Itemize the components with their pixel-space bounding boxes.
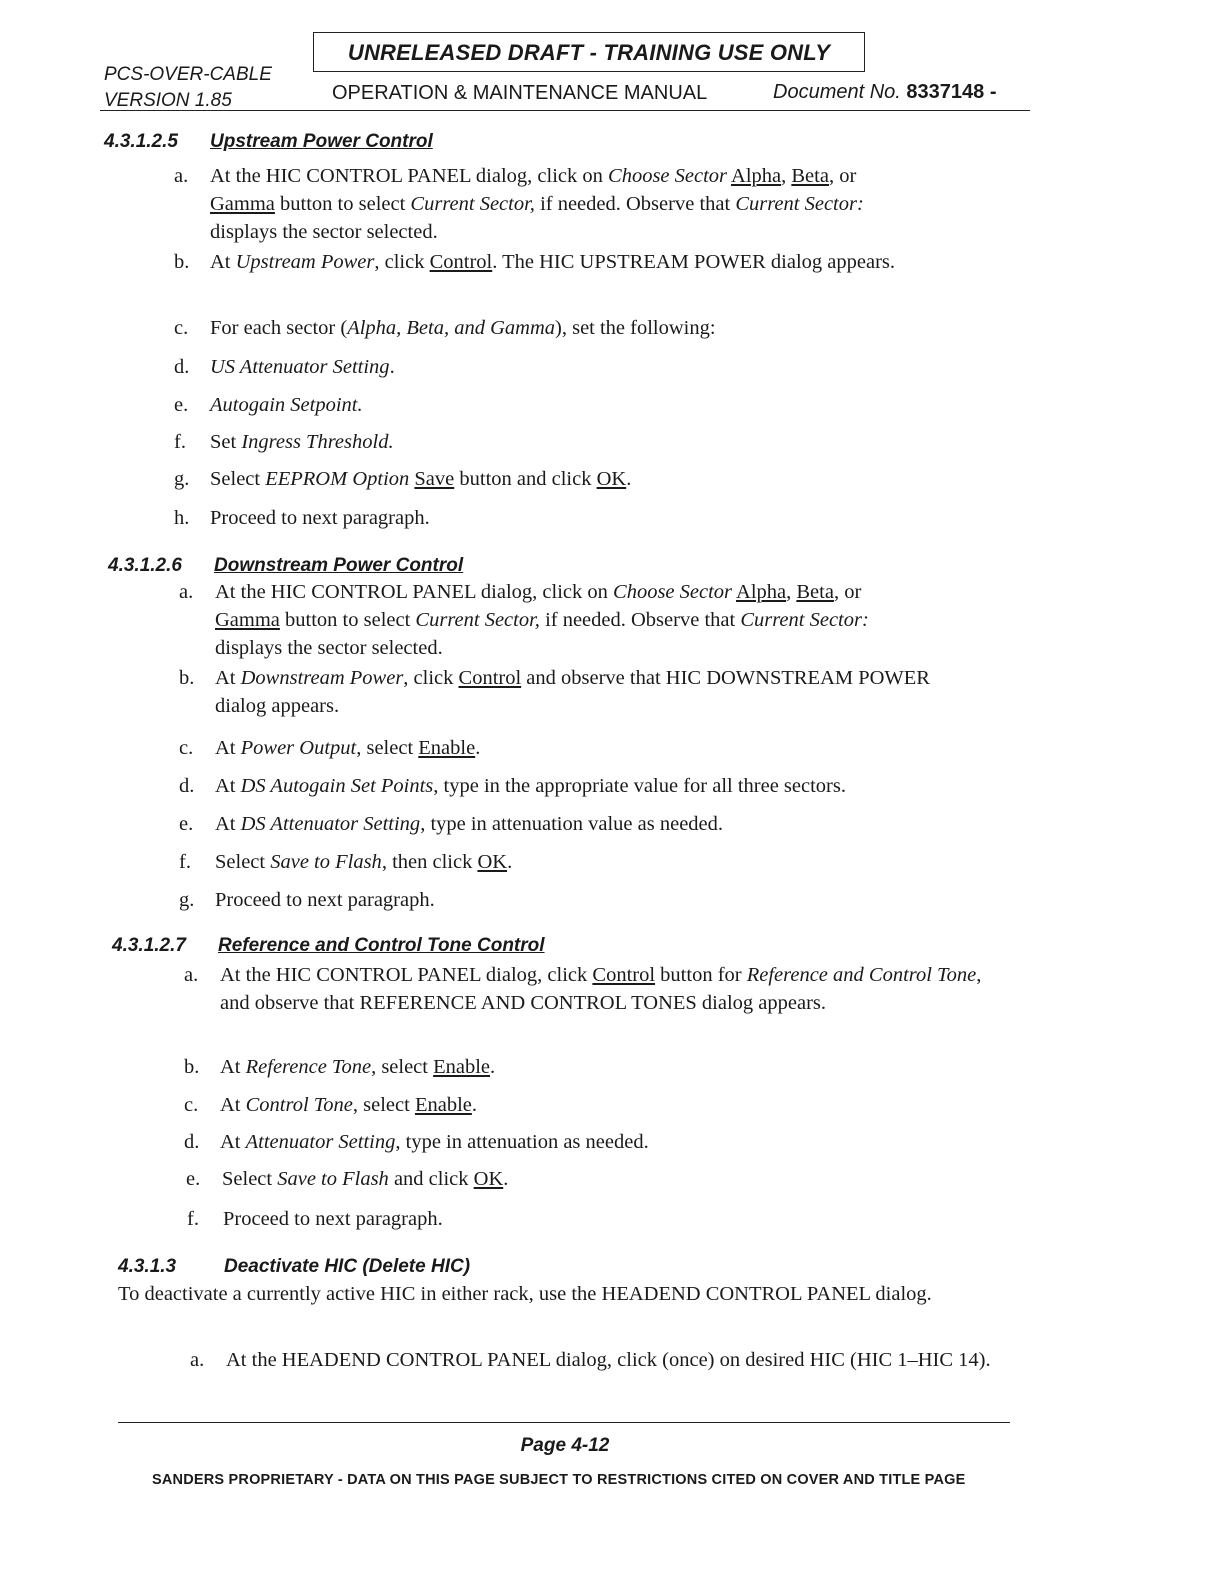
header-product-block xyxy=(104,62,272,114)
list-item: e. Select Save to Flash and click OK. xyxy=(186,1165,996,1193)
alpha-link: Alpha xyxy=(731,165,782,187)
section-title: Deactivate HIC (Delete HIC) xyxy=(224,1256,471,1277)
list-marker: c. xyxy=(184,1094,199,1116)
footer-divider xyxy=(118,1422,1010,1423)
product-name: PCS-OVER-CABLE xyxy=(104,64,272,85)
list-marker: d. xyxy=(179,775,195,797)
list-marker: a. xyxy=(190,1349,205,1371)
deactivate-intro-paragraph: To deactivate a currently active HIC in either rack, use the HEADEND CONTROL PANEL dialog. xyxy=(118,1283,932,1305)
list-marker: e. xyxy=(179,813,194,835)
list-item: a. At the HIC CONTROL PANEL dialog, click on Choose Sector Alpha, Beta, or Gamma button to select Current Sector, if needed. Observe that Current Sector: displays the sector selected. xyxy=(179,578,989,662)
list-marker: g. xyxy=(174,468,190,490)
beta-link: Beta xyxy=(791,165,829,187)
section-heading-downstream xyxy=(108,555,463,577)
list-marker: a. xyxy=(174,165,189,187)
list-marker: h. xyxy=(174,507,190,529)
list-item: d. US Attenuator Setting. xyxy=(174,353,984,381)
list-marker: b. xyxy=(174,251,190,273)
list-marker: d. xyxy=(184,1131,200,1153)
list-marker: d. xyxy=(174,356,190,378)
list-item: g. Proceed to next paragraph. xyxy=(179,886,989,914)
list-item: g. Select EEPROM Option Save button and click OK. xyxy=(174,465,984,493)
draft-notice-box: UNRELEASED DRAFT - TRAINING USE ONLY xyxy=(313,32,865,72)
document-number-value: 8337148 - xyxy=(906,81,997,103)
section-title: Downstream Power Control xyxy=(214,555,464,576)
list-item: a. At the HIC CONTROL PANEL dialog, click on Choose Sector Alpha, Beta, or Gamma button to select Current Sector, if needed. Observe that Current Sector: displays the sector selected. xyxy=(174,162,984,246)
list-item: h. Proceed to next paragraph. xyxy=(174,504,984,532)
list-item: d. At Attenuator Setting, type in attenuation as needed. xyxy=(184,1128,994,1156)
list-marker: f. xyxy=(174,431,186,453)
list-marker: c. xyxy=(174,317,189,339)
list-marker: e. xyxy=(174,394,189,416)
list-item: c. At Power Output, select Enable. xyxy=(179,734,989,762)
section-number: 4.3.1.2.7 xyxy=(112,935,186,956)
gamma-link: Gamma xyxy=(210,193,275,215)
list-item: b. At Upstream Power, click Control. The HIC UPSTREAM POWER dialog appears. xyxy=(174,248,954,276)
list-marker: c. xyxy=(179,737,194,759)
list-item: d. At DS Autogain Set Points, type in the appropriate value for all three sectors. xyxy=(179,772,989,800)
list-item: e. At DS Attenuator Setting, type in attenuation value as needed. xyxy=(179,810,989,838)
section-number: 4.3.1.3 xyxy=(118,1256,177,1277)
beta-link: Beta xyxy=(796,581,834,603)
list-item: a. At the HIC CONTROL PANEL dialog, click Control button for Reference and Control Tone, and observe that REFERENCE AND CONTROL TONES dialog appears. xyxy=(184,961,994,1017)
manual-title: OPERATION & MAINTENANCE MANUAL xyxy=(332,82,708,104)
document-number-label: Document No. xyxy=(773,81,901,103)
gamma-link: Gamma xyxy=(215,609,280,631)
section-title: Reference and Control Tone Control xyxy=(218,935,545,956)
list-marker: f. xyxy=(187,1208,199,1230)
section-heading-reference xyxy=(112,935,545,957)
alpha-link: Alpha xyxy=(736,581,787,603)
list-marker: b. xyxy=(179,667,195,689)
list-marker: a. xyxy=(184,964,199,986)
product-version: VERSION 1.85 xyxy=(104,90,232,111)
list-marker: a. xyxy=(179,581,194,603)
list-marker: b. xyxy=(184,1056,200,1078)
list-item: a. At the HEADEND CONTROL PANEL dialog, click (once) on desired HIC (HIC 1–HIC 14). xyxy=(190,1346,1020,1374)
list-item: c. At Control Tone, select Enable. xyxy=(184,1091,994,1119)
section-number: 4.3.1.2.6 xyxy=(108,555,182,576)
section-heading-deactivate xyxy=(118,1256,470,1278)
section-title: Upstream Power Control xyxy=(210,131,433,152)
section-number: 4.3.1.2.5 xyxy=(104,131,178,152)
section-heading-upstream xyxy=(104,131,433,153)
list-item: b. At Downstream Power, click Control and observe that HIC DOWNSTREAM POWER dialog appears. xyxy=(179,664,979,720)
list-item: e. Autogain Setpoint. xyxy=(174,391,984,419)
page-number: Page 4-12 xyxy=(520,1435,610,1456)
list-marker: g. xyxy=(179,889,195,911)
list-item: c. For each sector (Alpha, Beta, and Gamma), set the following: xyxy=(174,314,984,342)
header-divider xyxy=(100,110,1030,111)
list-marker: e. xyxy=(186,1168,201,1190)
proprietary-notice: SANDERS PROPRIETARY - DATA ON THIS PAGE SUBJECT TO RESTRICTIONS CITED ON COVER AND TITLE PAGE xyxy=(152,1472,966,1488)
list-marker: f. xyxy=(179,851,191,873)
list-item: f. Set Ingress Threshold. xyxy=(174,428,984,456)
document-number xyxy=(773,81,996,104)
list-item: b. At Reference Tone, select Enable. xyxy=(184,1053,994,1081)
list-item: f. Proceed to next paragraph. xyxy=(187,1205,997,1233)
list-item: f. Select Save to Flash, then click OK. xyxy=(179,848,989,876)
